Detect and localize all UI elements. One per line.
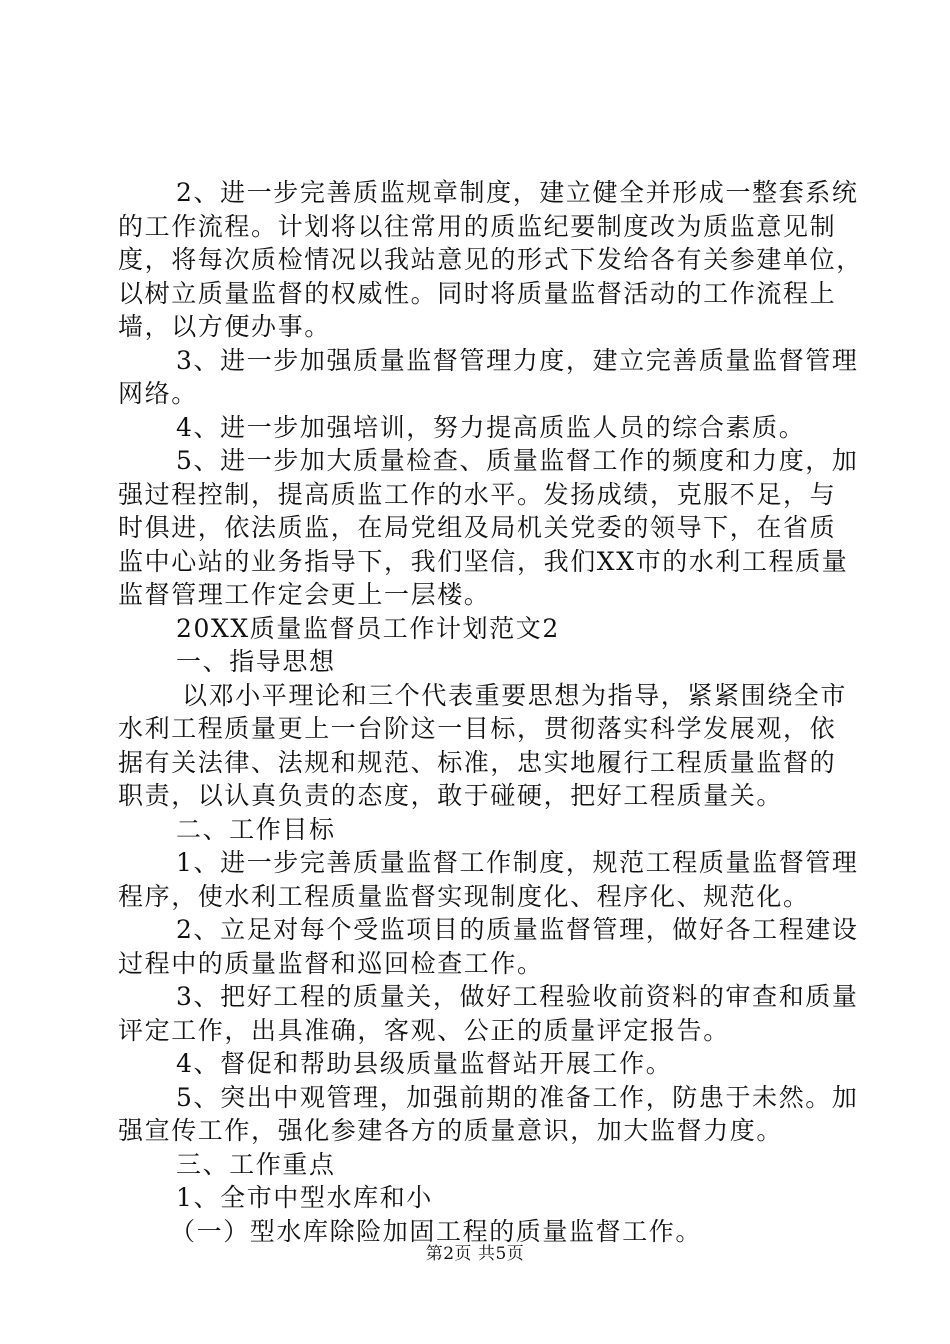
page-indicator: 第2页 共5页 bbox=[425, 1244, 525, 1264]
heading-guiding-ideology: 一、指导思想 bbox=[176, 647, 336, 676]
heading-work-focus: 三、工作重点 bbox=[176, 1150, 336, 1179]
heading-work-goals: 二、工作目标 bbox=[176, 815, 336, 844]
text-line-9: 5、进一步加大质量检查、质量监督工作的频度和力度，加 bbox=[176, 446, 859, 475]
text-line-4: 以树立质量监督的权威性。同时将质量监督活动的工作流程上 bbox=[118, 279, 837, 308]
text-line-28: 5、突出中观管理，加强前期的准备工作，防患于未然。加 bbox=[176, 1083, 859, 1112]
text-line-18: 据有关法律、法规和规范、标准，忠实地履行工程质量监督的 bbox=[118, 748, 837, 777]
text-line-3: 度，将每次质检情况以我站意见的形式下发给各有关参建单位， bbox=[118, 245, 863, 274]
text-line-22: 程序，使水利工程质量监督实现制度化、程序化、规范化。 bbox=[118, 882, 810, 911]
text-line-5: 墙，以方便办事。 bbox=[118, 312, 331, 341]
text-line-11: 时俱进，依法质监，在局党组及局机关党委的领导下，在省质 bbox=[118, 513, 837, 542]
section-subtitle: 20XX质量监督员工作计划范文2 bbox=[176, 614, 560, 643]
text-line-24: 过程中的质量监督和巡回检查工作。 bbox=[118, 949, 544, 978]
text-line-32: （一）型水库除险加固工程的质量监督工作。 bbox=[170, 1217, 703, 1246]
text-line-13: 监督管理工作定会更上一层楼。 bbox=[118, 580, 491, 609]
text-line-17: 水利工程质量更上一台阶这一目标，贯彻落实科学发展观，依 bbox=[118, 714, 837, 743]
text-line-27: 4、督促和帮助县级质量监督站开展工作。 bbox=[176, 1049, 673, 1078]
text-line-1: 2、进一步完善质监规章制度，建立健全并形成一整套系统 bbox=[176, 178, 859, 207]
text-line-16: 以邓小平理论和三个代表重要思想为指导，紧紧围绕全市 bbox=[182, 681, 848, 710]
text-line-6: 3、进一步加强质量监督管理力度，建立完善质量监督管理 bbox=[176, 346, 859, 375]
text-line-12: 监中心站的业务指导下，我们坚信，我们XX市的水利工程质量 bbox=[118, 547, 849, 576]
text-line-31: 1、全市中型水库和小 bbox=[176, 1183, 433, 1212]
text-line-26: 评定工作，出具准确，客观、公正的质量评定报告。 bbox=[118, 1016, 730, 1045]
text-line-21: 1、进一步完善质量监督工作制度，规范工程质量监督管理 bbox=[176, 848, 859, 877]
text-line-29: 强宣传工作，强化参建各方的质量意识，加大监督力度。 bbox=[118, 1116, 784, 1145]
text-line-2: 的工作流程。计划将以往常用的质监纪要制度改为质监意见制 bbox=[118, 212, 837, 241]
text-line-10: 强过程控制，提高质监工作的水平。发扬成绩，克服不足，与 bbox=[118, 480, 837, 509]
text-line-7: 网络。 bbox=[118, 379, 198, 408]
text-line-25: 3、把好工程的质量关，做好工程验收前资料的审查和质量 bbox=[176, 982, 859, 1011]
text-line-19: 职责，以认真负责的态度，敢于碰硬，把好工程质量关。 bbox=[118, 781, 784, 810]
text-line-8: 4、进一步加强培训，努力提高质监人员的综合素质。 bbox=[176, 413, 806, 442]
text-line-23: 2、立足对每个受监项目的质量监督管理，做好各工程建设 bbox=[176, 915, 859, 944]
